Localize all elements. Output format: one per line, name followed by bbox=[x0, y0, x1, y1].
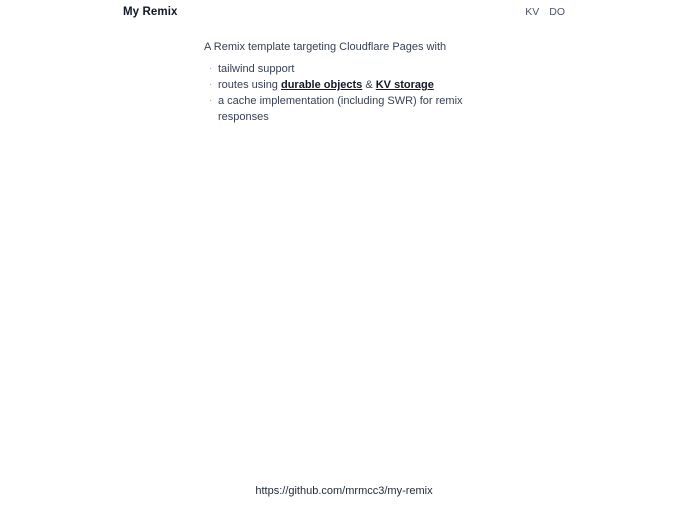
list-item-cache bbox=[204, 93, 484, 125]
bullet-icon: · bbox=[209, 79, 213, 90]
bullet-icon: · bbox=[209, 63, 213, 74]
link-kv-storage[interactable]: KV storage bbox=[375, 79, 434, 91]
page-footer bbox=[0, 481, 688, 499]
list-item-tailwind bbox=[204, 61, 484, 77]
list-item-text-separator: & bbox=[362, 79, 376, 91]
list-item-text-prefix: routes using bbox=[218, 79, 281, 91]
bullet-icon: · bbox=[209, 95, 213, 106]
intro-paragraph: A Remix template targeting Cloudflare Pages with bbox=[204, 41, 447, 53]
header-nav bbox=[525, 6, 565, 18]
main-content bbox=[204, 40, 484, 125]
feature-list bbox=[204, 61, 484, 125]
nav-link-do[interactable]: DO bbox=[549, 6, 565, 18]
list-item-routes bbox=[204, 77, 484, 93]
nav-link-kv[interactable]: KV bbox=[525, 6, 540, 18]
page-header bbox=[123, 0, 565, 18]
list-item-text: a cache implementation (including SWR) for remix responses bbox=[218, 95, 463, 123]
site-title: My Remix bbox=[123, 6, 178, 18]
link-durable-objects[interactable]: durable objects bbox=[280, 79, 363, 91]
github-repo-link[interactable]: https://github.com/mrmcc3/my-remix bbox=[255, 485, 433, 497]
list-item-text: tailwind support bbox=[218, 63, 295, 75]
